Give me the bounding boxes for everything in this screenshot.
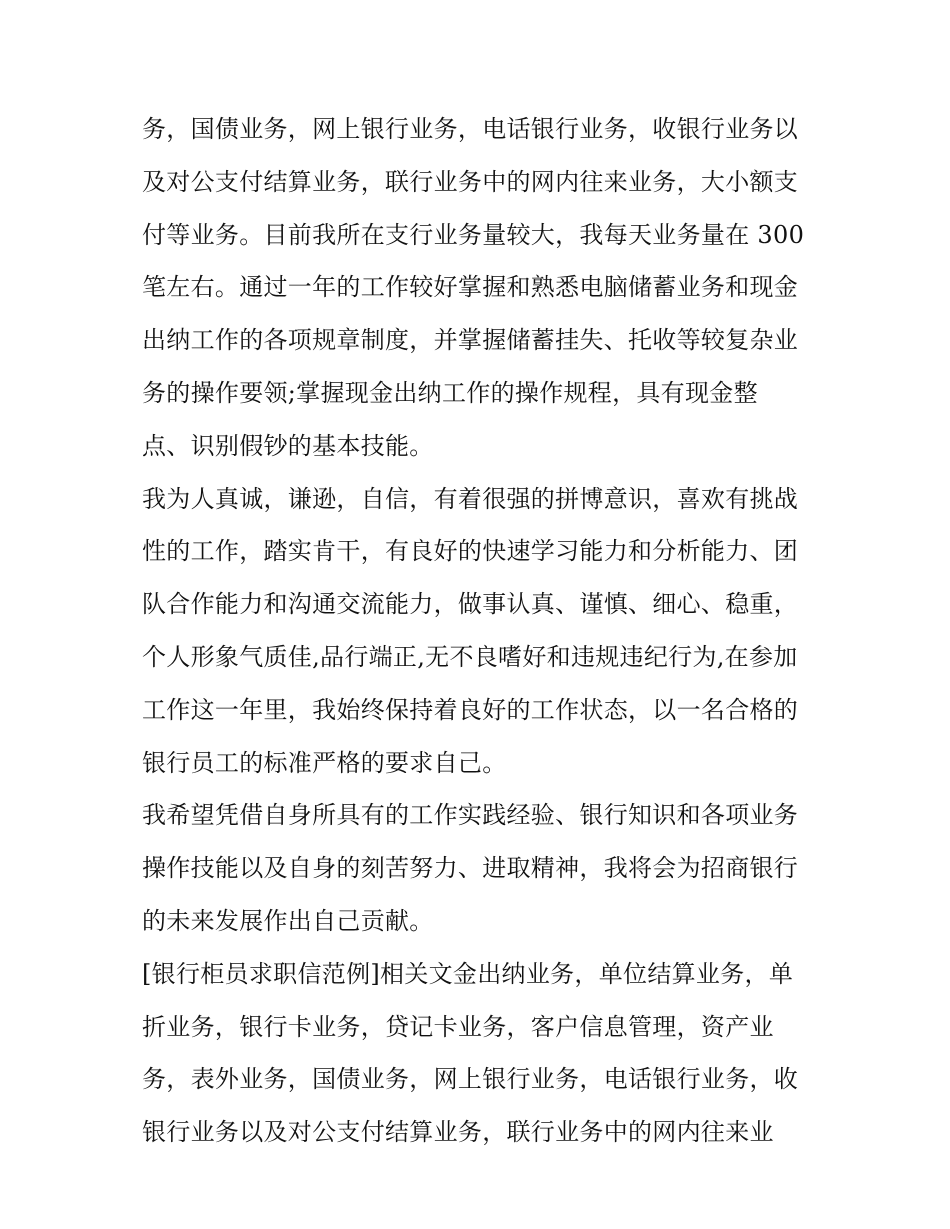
text-line: 银行员工的标准严格的要求自己。: [142, 748, 507, 777]
text-line: 出纳工作的各项规章制度，并掌握储蓄挂失、托收等较复杂业: [142, 326, 799, 355]
text-line: 操作技能以及自身的刻苦努力、进取精神，我将会为招商银行: [142, 854, 799, 883]
text-line: 我希望凭借自身所具有的工作实践经验、银行知识和各项业务: [142, 801, 799, 830]
text-line: 笔左右。通过一年的工作较好掌握和熟悉电脑储蓄业务和现金: [142, 273, 799, 302]
text-line: 我为人真诚，谦逊，自信，有着很强的拼博意识，喜欢有挑战: [142, 484, 799, 513]
text-line: 队合作能力和沟通交流能力，做事认真、谨慎、细心、稳重，: [142, 590, 799, 619]
text-line: 折业务，银行卡业务，贷记卡业务，客户信息管理，资产业: [142, 1012, 774, 1041]
text-line: 的未来发展作出自己贡献。: [142, 906, 434, 935]
text-line: 务，国债业务，网上银行业务，电话银行业务，收银行业务以: [142, 115, 799, 143]
body-text: [142, 107, 822, 1163]
text-line: 性的工作，踏实肯干，有良好的快速学习能力和分析能力、团: [142, 537, 799, 566]
text-line: 付等业务。目前我所在支行业务量较大，我每天业务量在 300: [142, 220, 805, 249]
text-line: 点、识别假钞的基本技能。: [142, 431, 434, 460]
text-line: 工作这一年里，我始终保持着良好的工作状态，以一名合格的: [142, 695, 799, 724]
text-line: [银行柜员求职信范例]相关文金出纳业务，单位结算业务，单: [142, 959, 794, 988]
text-line: 务，表外业务，国债业务，网上银行业务，电话银行业务，收: [142, 1065, 799, 1094]
text-line: 个人形象气质佳,品行端正,无不良嗜好和违规违纪行为,在参加: [142, 642, 798, 671]
text-line: 及对公支付结算业务，联行业务中的网内往来业务，大小额支: [142, 167, 799, 196]
text-line: 务的操作要领;掌握现金出纳工作的操作规程，具有现金整: [142, 378, 758, 407]
text-line: 银行业务以及对公支付结算业务，联行业务中的网内往来业: [142, 1118, 774, 1147]
